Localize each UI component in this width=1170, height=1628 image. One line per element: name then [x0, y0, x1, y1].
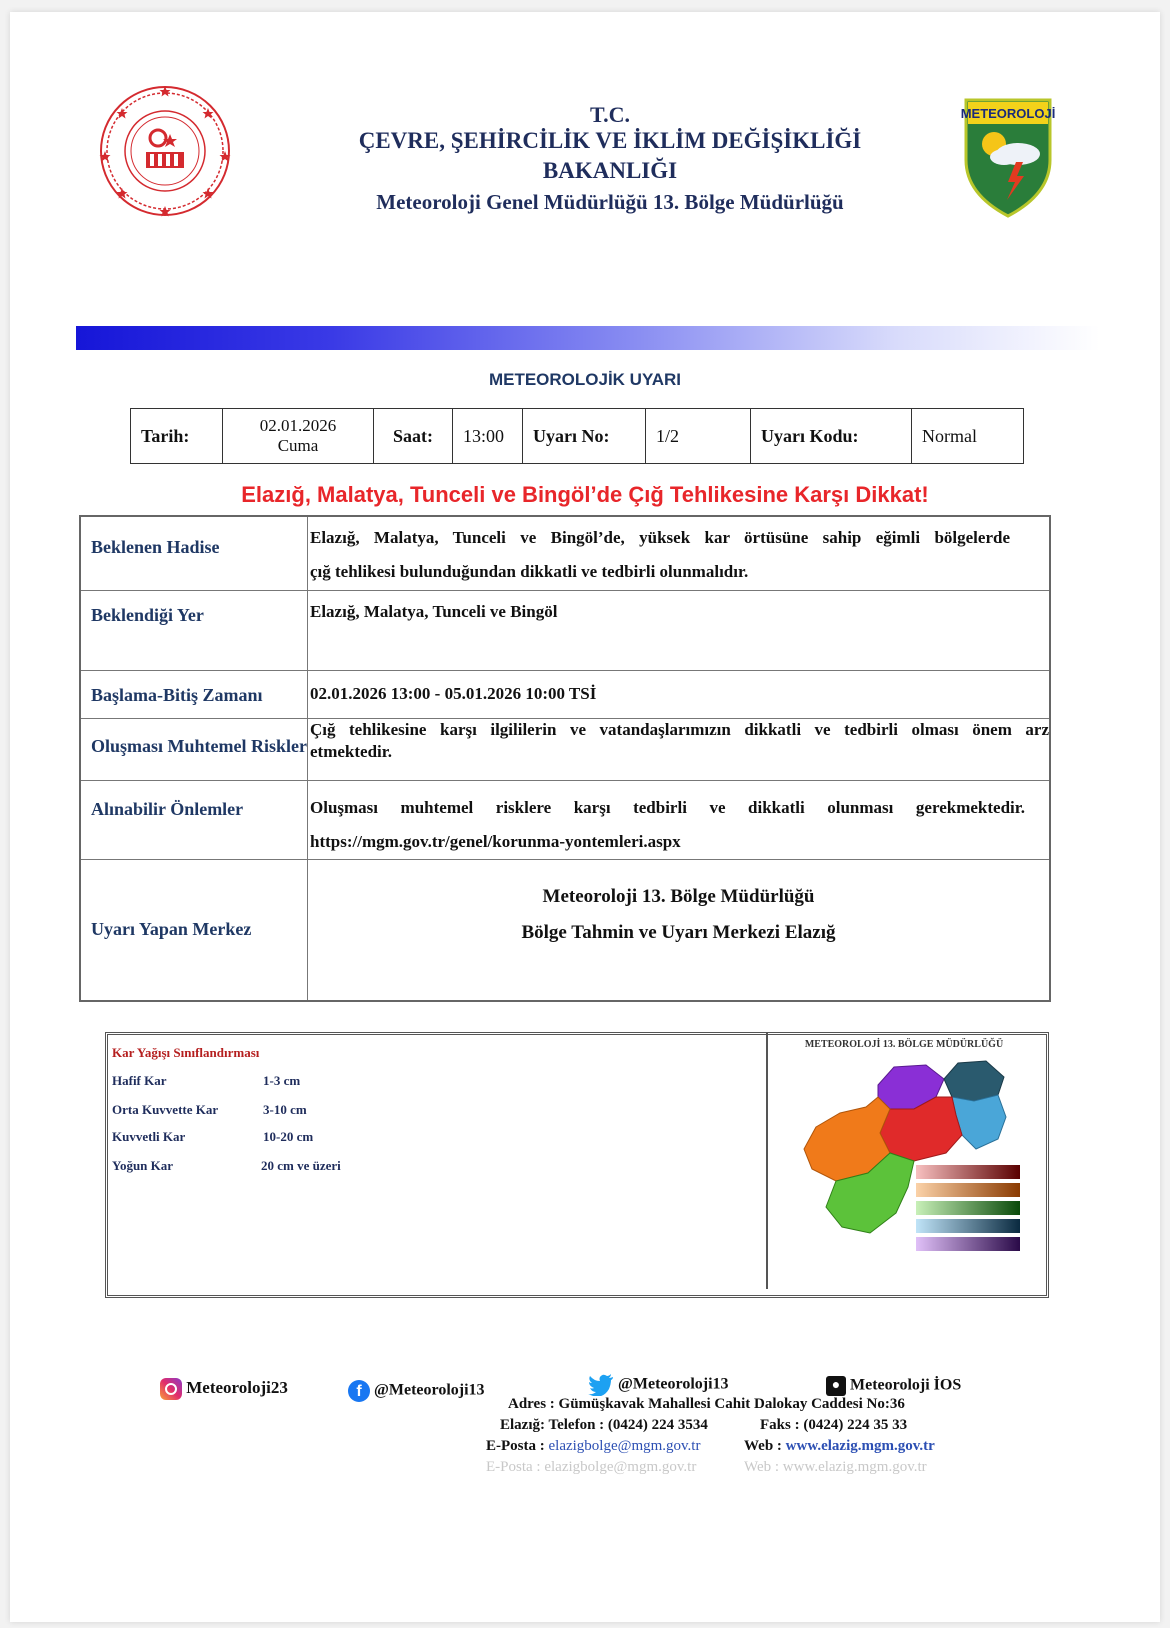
event-label: Beklenen Hadise: [80, 516, 308, 590]
warning-no-label: Uyarı No:: [523, 409, 646, 464]
place-label: Beklendiği Yer: [80, 590, 308, 670]
ministry-seal-logo: [98, 84, 232, 218]
footer-web-ghost: [744, 1459, 927, 1476]
warning-details-table: [79, 515, 1051, 1002]
snow-box-divider: [766, 1032, 768, 1289]
header-ministry-line1: ÇEVRE, ŞEHİRCİLİK VE İKLİM DEĞİŞİKLİĞİ: [358, 128, 862, 153]
footer-web-row: [744, 1438, 935, 1455]
measures-link[interactable]: https://mgm.gov.tr/genel/korunma-yontemleri.aspx: [310, 831, 681, 851]
footer-email-row: [486, 1438, 700, 1455]
apple-icon: ●: [826, 1376, 846, 1396]
event-line1: Elazığ, Malatya, Tunceli ve Bingöl’de, yüksek kar örtüsüne sahip eğimli bölgelerde: [310, 528, 1010, 547]
document-title: METEOROLOJİK UYARI: [488, 370, 682, 389]
logo-text: METEOROLOJİ: [960, 106, 1056, 121]
warning-headline: Elazığ, Malatya, Tunceli ve Bingöl’de Çığ Tehlikesine Karşı Dikkat!: [241, 482, 929, 507]
snow-range-2: 10-20 cm: [263, 1129, 314, 1144]
date-label: Tarih:: [131, 409, 223, 464]
snow-name-0: Hafif Kar: [112, 1073, 167, 1088]
snow-range-1: 3-10 cm: [263, 1102, 307, 1117]
facebook-link[interactable]: [348, 1380, 485, 1402]
header-gradient-bar: [76, 326, 1100, 350]
twitter-handle: @Meteoroloji13: [618, 1375, 729, 1393]
document-page: [10, 12, 1160, 1622]
footer-address: Adres : Gümüşkavak Mahallesi Cahit Dalokay Caddesi No:36: [508, 1396, 905, 1412]
instagram-icon: [160, 1378, 182, 1400]
ios-link[interactable]: [826, 1376, 961, 1396]
footer-email-label: E-Posta :: [486, 1438, 545, 1454]
snow-range-3: 20 cm ve üzeri: [261, 1158, 341, 1173]
footer-email-link[interactable]: elazigbolge@mgm.gov.tr: [548, 1438, 701, 1454]
map-title: METEOROLOJİ 13. BÖLGE MÜDÜRLÜĞÜ: [804, 1039, 1004, 1050]
footer-web-link[interactable]: www.elazig.mgm.gov.tr: [785, 1438, 935, 1454]
map-legend: [916, 1165, 1020, 1251]
instagram-link[interactable]: [160, 1378, 288, 1400]
warning-code-value: Normal: [912, 409, 1024, 464]
date-cell: [223, 409, 374, 464]
center-label: Uyarı Yapan Merkez: [80, 859, 308, 1001]
time-range-label: Başlama-Bitiş Zamanı: [80, 670, 308, 718]
event-value: [308, 516, 1051, 590]
measures-line1: Oluşması muhtemel risklere karşı tedbirli ve dikkatli olunması gerekmektedir.: [310, 797, 1025, 817]
footer-email-ghost-label: E-Posta :: [486, 1459, 541, 1475]
ios-label: Meteoroloji İOS: [850, 1376, 962, 1394]
day-value: Cuma: [277, 436, 319, 455]
snow-name-2: Kuvvetli Kar: [112, 1129, 186, 1144]
footer-web-ghost-value: www.elazig.mgm.gov.tr: [782, 1459, 927, 1475]
footer-phone: Elazığ: Telefon : (0424) 224 3534: [500, 1417, 708, 1433]
snow-title: Kar Yağışı Sınıflandırması: [112, 1045, 260, 1060]
date-value: 02.01.2026: [259, 416, 337, 435]
warning-no-value: 1/2: [646, 409, 751, 464]
time-range-value: 02.01.2026 13:00 - 05.01.2026 10:00 TSİ: [308, 670, 1051, 718]
twitter-bird-icon: [588, 1374, 614, 1396]
facebook-icon: f: [348, 1380, 370, 1402]
time-label: Saat:: [374, 409, 453, 464]
header-tc: T.C.: [590, 102, 630, 127]
risk-value: [308, 718, 1051, 780]
snow-name-3: Yoğun Kar: [112, 1158, 174, 1173]
risk-line2: etmektedir.: [310, 741, 392, 761]
snow-classification-box: [105, 1032, 1049, 1298]
footer-fax: Faks : (0424) 224 35 33: [760, 1417, 908, 1433]
snow-range-0: 1-3 cm: [263, 1073, 301, 1088]
twitter-link[interactable]: [588, 1374, 729, 1396]
header-ministry-line2: BAKANLIĞI: [542, 158, 678, 183]
measures-label: Alınabilir Önlemler: [80, 780, 308, 859]
footer-email-ghost: [486, 1459, 696, 1476]
time-value: 13:00: [453, 409, 523, 464]
center-line1: Meteoroloji 13. Bölge Müdürlüğü: [542, 885, 815, 907]
center-line2: Bölge Tahmin ve Uyarı Merkezi Elazığ: [521, 921, 836, 943]
event-line2: çığ tehlikesi bulunduğundan dikkatli ve tedbirli olunmalıdır.: [310, 562, 749, 581]
snow-name-1: Orta Kuvvette Kar: [112, 1102, 219, 1117]
warning-meta-table: [130, 408, 1024, 464]
header-directorate: Meteoroloji Genel Müdürlüğü 13. Bölge Müdürlüğü: [376, 190, 844, 214]
region-map: [786, 1057, 1026, 1257]
footer-email-ghost-value: elazigbolge@mgm.gov.tr: [544, 1459, 697, 1475]
warning-code-label: Uyarı Kodu:: [751, 409, 912, 464]
footer-web-ghost-label: Web :: [744, 1459, 780, 1475]
instagram-handle: Meteoroloji23: [186, 1378, 288, 1397]
facebook-handle: @Meteoroloji13: [374, 1381, 485, 1399]
measures-value: [308, 780, 1051, 859]
risk-label: Oluşması Muhtemel Riskler: [80, 718, 308, 780]
place-value: Elazığ, Malatya, Tunceli ve Bingöl: [308, 590, 1051, 670]
center-value: [308, 859, 1051, 1001]
footer-web-label: Web :: [744, 1438, 782, 1454]
risk-line1: Çığ tehlikesine karşı ilgililerin ve vatandaşlarımızın dikkatli ve tedbirli olması önem arz: [310, 719, 1049, 739]
meteorology-shield-logo: [960, 96, 1056, 220]
